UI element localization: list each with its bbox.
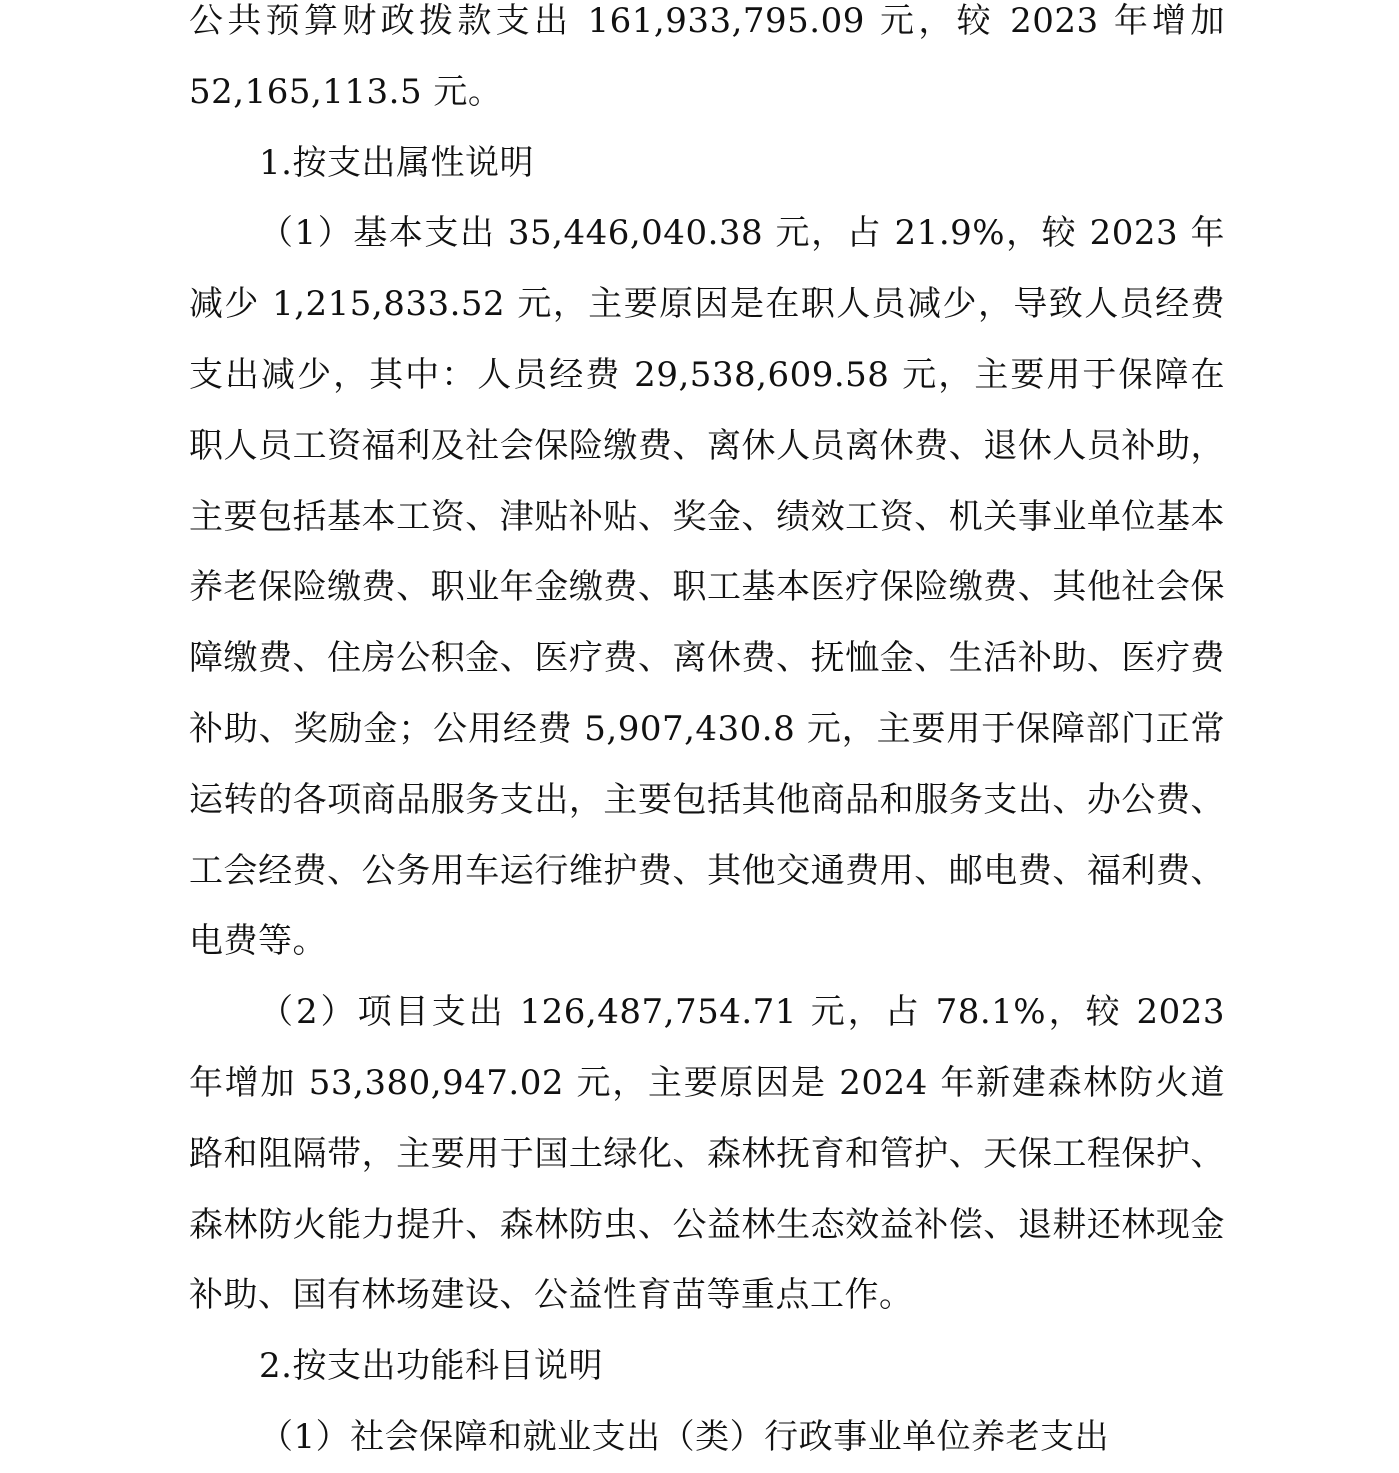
heading-by-functional-category: 2.按支出功能科目说明 bbox=[259, 1346, 603, 1387]
paragraph-budget-total: 公共预算财政拨款支出 161,933,795.09 元，较 2023 年增加 52,165,113.5 元。 bbox=[189, 1, 1225, 112]
paragraph-social-security: （1）社会保障和就业支出（类）行政事业单位养老支出 bbox=[259, 1416, 1110, 1457]
paragraph-project-expenditure: （2）项目支出 126,487,754.71 元，占 78.1%，较 2023 年增加 53,380,947.02 元，主要原因是 2024 年新建森林防火道路和阻隔带，主要用于国土绿化、森林抚育和管护、天保工程保护、森林防火能力提升、森林防虫、公益林生态效益补偿、退耕还林现金补助、国有林场建设、公益性育苗等重点工作。 bbox=[189, 992, 1225, 1316]
heading-by-expenditure-attribute: 1.按支出属性说明 bbox=[259, 142, 534, 183]
paragraph-basic-expenditure: （1）基本支出 35,446,040.38 元，占 21.9%，较 2023 年减少 1,215,833.52 元，主要原因是在职人员减少，导致人员经费支出减少，其中：人员经费 29,538,609.58 元，主要用于保障在职人员工资福利及社会保险缴费、离休人员离休费、退休人员补助，主要包括基本工资、津贴补贴、奖金、绩效工资、机关事业单位基本养老保险缴费、职业年金缴费、职工基本医疗保险缴费、其他社会保障缴费、住房公积金、医疗费、离休费、抚恤金、生活补助、医疗费补助、奖励金；公用经费 5,907,430.8 元，主要用于保障部门正常运转的各项商品服务支出，主要包括其他商品和服务支出、办公费、工会经费、公务用车运行维护费、其他交通费用、邮电费、福利费、电费等。 bbox=[189, 213, 1225, 962]
document-page bbox=[189, 0, 1225, 1473]
